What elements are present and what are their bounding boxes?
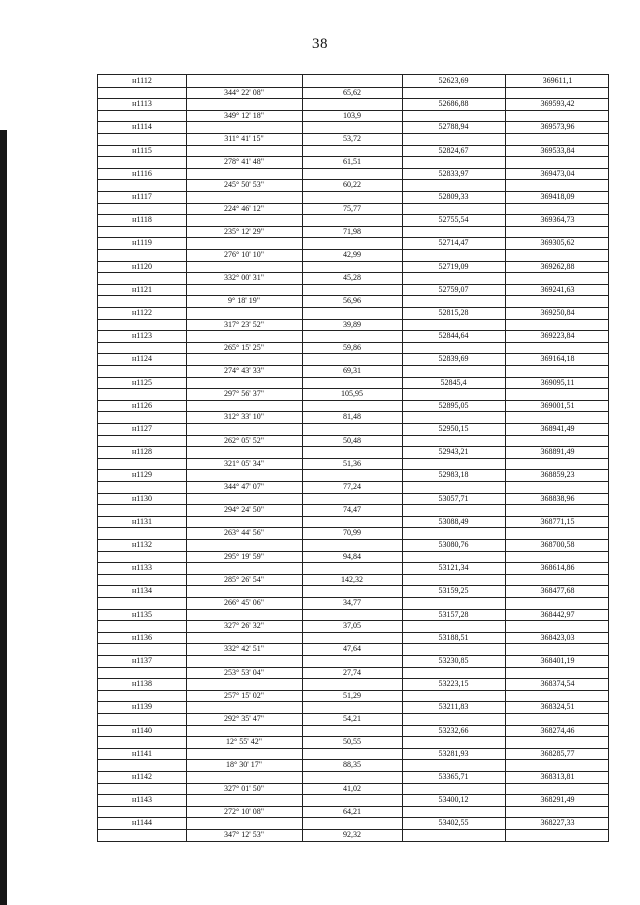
page-number: 38	[312, 36, 328, 52]
point-y-coordinate: 368324,51	[540, 702, 575, 712]
segment-direction-angle: 253° 53' 04"	[224, 667, 264, 677]
segment-length: 34,77	[343, 598, 361, 607]
segment-direction-angle: 18° 30' 17"	[226, 760, 262, 770]
point-x-coordinate: 53121,34	[438, 563, 469, 573]
segment-length: 53,72	[343, 134, 361, 143]
point-name: н1124	[132, 354, 152, 364]
point-x-coordinate: 53230,85	[438, 656, 469, 665]
point-x-coordinate: 52759,07	[438, 284, 469, 294]
segment-length: 51,29	[343, 690, 361, 700]
point-x-coordinate: 52943,21	[438, 447, 469, 457]
segment-length: 45,28	[343, 273, 361, 283]
point-x-coordinate: 52839,69	[438, 354, 469, 364]
point-name: н1126	[132, 400, 152, 410]
point-name: н1129	[132, 470, 152, 480]
segment-length: 27,74	[343, 667, 361, 677]
point-name: н1143	[132, 795, 152, 805]
point-y-coordinate: 368274,46	[540, 725, 575, 735]
segment-length: 92,32	[343, 830, 361, 839]
segment-length: 105,95	[341, 389, 363, 399]
segment-direction-angle: 297° 56' 37"	[224, 389, 264, 399]
point-name: н1144	[132, 818, 152, 828]
segment-length: 64,21	[343, 806, 361, 816]
segment-direction-angle: 332° 00' 31"	[224, 273, 264, 283]
segment-length: 54,21	[343, 714, 361, 723]
point-x-coordinate: 52983,18	[438, 470, 469, 480]
point-x-coordinate: 53211,83	[438, 702, 469, 712]
segment-direction-angle: 294° 24' 50"	[224, 505, 264, 515]
point-name: н1128	[132, 447, 152, 457]
segment-direction-angle: 285° 26' 54"	[224, 574, 264, 584]
segment-length: 71,98	[343, 226, 361, 236]
segment-direction-angle: 292° 35' 47"	[224, 714, 264, 723]
point-y-coordinate: 369593,42	[540, 99, 575, 109]
segment-direction-angle: 332° 42' 51"	[224, 644, 264, 654]
segment-length: 77,24	[343, 482, 361, 491]
segment-direction-angle: 224° 46' 12"	[224, 203, 264, 213]
point-y-coordinate: 368771,15	[540, 516, 575, 526]
point-name: н1131	[132, 516, 152, 526]
point-name: н1112	[132, 76, 152, 85]
segment-direction-angle: 272° 10' 08"	[224, 806, 264, 816]
point-name: н1121	[132, 284, 152, 294]
segment-direction-angle: 317° 23' 52"	[224, 319, 264, 329]
segment-direction-angle: 245° 50' 53"	[224, 180, 264, 190]
segment-length: 74,47	[343, 505, 361, 515]
point-x-coordinate: 53400,12	[438, 795, 469, 805]
point-name: н1120	[132, 261, 152, 271]
point-name: н1127	[132, 424, 152, 433]
point-y-coordinate: 369305,62	[540, 238, 575, 248]
point-y-coordinate: 368313,81	[540, 772, 575, 781]
point-x-coordinate: 52755,54	[438, 215, 469, 225]
point-y-coordinate: 369095,11	[540, 377, 575, 387]
segment-direction-angle: 344° 47' 07"	[224, 482, 264, 491]
point-name: н1118	[132, 215, 152, 225]
point-y-coordinate: 368700,58	[540, 540, 575, 549]
point-name: н1116	[132, 168, 152, 178]
segment-direction-angle: 276° 10' 10"	[224, 250, 264, 259]
point-x-coordinate: 52719,09	[438, 261, 469, 271]
segment-direction-angle: 321° 05' 34"	[224, 458, 264, 468]
point-x-coordinate: 52714,47	[438, 238, 469, 248]
segment-length: 75,77	[343, 203, 361, 213]
segment-direction-angle: 9° 18' 19"	[228, 296, 260, 306]
point-y-coordinate: 369473,04	[540, 168, 575, 178]
segment-length: 37,05	[343, 621, 361, 631]
segment-direction-angle: 263° 44' 56"	[224, 528, 264, 538]
point-name: н1134	[132, 586, 152, 596]
point-y-coordinate: 369164,18	[540, 354, 575, 364]
point-name: н1132	[132, 540, 152, 549]
point-name: н1140	[132, 725, 152, 735]
segment-direction-angle: 265° 15' 25"	[224, 342, 264, 352]
point-x-coordinate: 52844,64	[438, 331, 469, 341]
segment-length: 94,84	[343, 551, 361, 561]
point-x-coordinate: 52950,15	[438, 424, 469, 433]
segment-direction-angle: 327° 01' 50"	[224, 783, 264, 793]
segment-length: 81,48	[343, 412, 361, 422]
segment-direction-angle: 257° 15' 02"	[224, 690, 264, 700]
segment-length: 41,02	[343, 783, 361, 793]
point-name: н1138	[132, 679, 152, 689]
point-y-coordinate: 369573,96	[540, 122, 575, 132]
point-x-coordinate: 52623,69	[438, 76, 469, 85]
point-name: н1133	[132, 563, 152, 573]
point-x-coordinate: 53057,71	[438, 493, 469, 503]
point-x-coordinate: 53223,15	[438, 679, 469, 689]
point-y-coordinate: 369250,84	[540, 308, 575, 317]
point-y-coordinate: 369001,51	[540, 400, 575, 410]
point-y-coordinate: 368423,03	[540, 632, 575, 642]
point-name: н1125	[132, 377, 152, 387]
point-x-coordinate: 52824,67	[438, 145, 469, 155]
segment-length: 88,35	[343, 760, 361, 770]
segment-length: 70,99	[343, 528, 361, 538]
segment-length: 50,55	[343, 737, 361, 747]
point-x-coordinate: 52788,94	[438, 122, 469, 132]
point-x-coordinate: 53080,76	[438, 540, 469, 549]
segment-length: 61,51	[343, 157, 361, 167]
point-name: н1113	[132, 99, 152, 109]
segment-direction-angle: 347° 12' 53"	[224, 830, 264, 839]
point-name: н1122	[132, 308, 152, 317]
segment-length: 142,32	[341, 574, 363, 584]
point-y-coordinate: 368859,23	[540, 470, 575, 480]
point-name: н1117	[132, 192, 152, 201]
segment-direction-angle: 266° 45' 06"	[224, 598, 264, 607]
point-y-coordinate: 369364,73	[540, 215, 575, 225]
point-name: н1114	[132, 122, 152, 132]
point-name: н1119	[132, 238, 152, 248]
point-x-coordinate: 52809,33	[438, 192, 469, 201]
segment-length: 60,22	[343, 180, 361, 190]
point-x-coordinate: 52895,05	[438, 400, 469, 410]
point-y-coordinate: 368442,97	[540, 609, 575, 619]
segment-length: 56,96	[343, 296, 361, 306]
segment-length: 59,86	[343, 342, 361, 352]
point-x-coordinate: 52833,97	[438, 168, 469, 178]
point-y-coordinate: 369533,84	[540, 145, 575, 155]
segment-length: 103,9	[343, 110, 361, 120]
segment-length: 50,48	[343, 435, 361, 445]
point-x-coordinate: 52845,4	[440, 377, 467, 387]
segment-direction-angle: 278° 41' 48"	[224, 157, 264, 167]
point-y-coordinate: 368285,77	[540, 748, 575, 758]
segment-direction-angle: 274° 43' 33"	[224, 366, 264, 375]
point-y-coordinate: 368227,33	[540, 818, 575, 828]
segment-length: 69,31	[343, 366, 361, 375]
point-x-coordinate: 53088,49	[438, 516, 469, 526]
point-y-coordinate: 368838,96	[540, 493, 575, 503]
point-y-coordinate: 369223,84	[540, 331, 575, 341]
point-name: н1130	[132, 493, 152, 503]
segment-direction-angle: 235° 12' 29"	[224, 226, 264, 236]
segment-direction-angle: 327° 26' 32"	[224, 621, 264, 631]
point-name: н1139	[132, 702, 152, 712]
point-y-coordinate: 368477,68	[540, 586, 575, 596]
point-y-coordinate: 369262,88	[540, 261, 575, 271]
scan-edge-shadow	[0, 130, 7, 905]
point-x-coordinate: 52686,88	[438, 99, 469, 109]
segment-length: 39,89	[343, 319, 361, 329]
point-x-coordinate: 53188,51	[438, 632, 469, 642]
point-name: н1136	[132, 632, 152, 642]
point-y-coordinate: 369611,1	[542, 76, 573, 85]
point-name: н1135	[132, 609, 152, 619]
segment-length: 65,62	[343, 87, 361, 97]
point-y-coordinate: 368614,86	[540, 563, 575, 573]
point-y-coordinate: 369241,63	[540, 284, 575, 294]
point-y-coordinate: 368374,54	[540, 679, 575, 689]
point-name: н1123	[132, 331, 152, 341]
point-x-coordinate: 53365,71	[438, 772, 469, 781]
segment-direction-angle: 344° 22' 08"	[224, 87, 264, 97]
segment-length: 51,36	[343, 458, 361, 468]
point-x-coordinate: 53232,66	[438, 725, 469, 735]
point-y-coordinate: 368291,49	[540, 795, 575, 805]
point-name: н1115	[132, 145, 152, 155]
segment-direction-angle: 349° 12' 18"	[224, 110, 264, 120]
point-x-coordinate: 53159,25	[438, 586, 469, 596]
segment-length: 42,99	[343, 250, 361, 259]
segment-direction-angle: 312° 33' 10"	[224, 412, 264, 422]
point-y-coordinate: 368941,49	[540, 424, 575, 433]
point-y-coordinate: 368891,49	[540, 447, 575, 457]
segment-direction-angle: 262° 05' 52"	[224, 435, 264, 445]
point-x-coordinate: 53157,28	[438, 609, 469, 619]
point-y-coordinate: 368401,19	[540, 656, 575, 665]
point-x-coordinate: 52815,28	[438, 308, 469, 317]
coordinates-table	[97, 74, 609, 842]
point-x-coordinate: 53402,55	[438, 818, 469, 828]
segment-length: 47,64	[343, 644, 361, 654]
point-name: н1137	[132, 656, 152, 665]
segment-direction-angle: 311° 41' 15"	[224, 134, 264, 143]
segment-direction-angle: 12° 55' 42"	[226, 737, 262, 747]
point-name: н1142	[132, 772, 152, 781]
point-x-coordinate: 53281,93	[438, 748, 469, 758]
segment-direction-angle: 295° 19' 59"	[224, 551, 264, 561]
point-name: н1141	[132, 748, 152, 758]
point-y-coordinate: 369418,09	[540, 192, 575, 201]
